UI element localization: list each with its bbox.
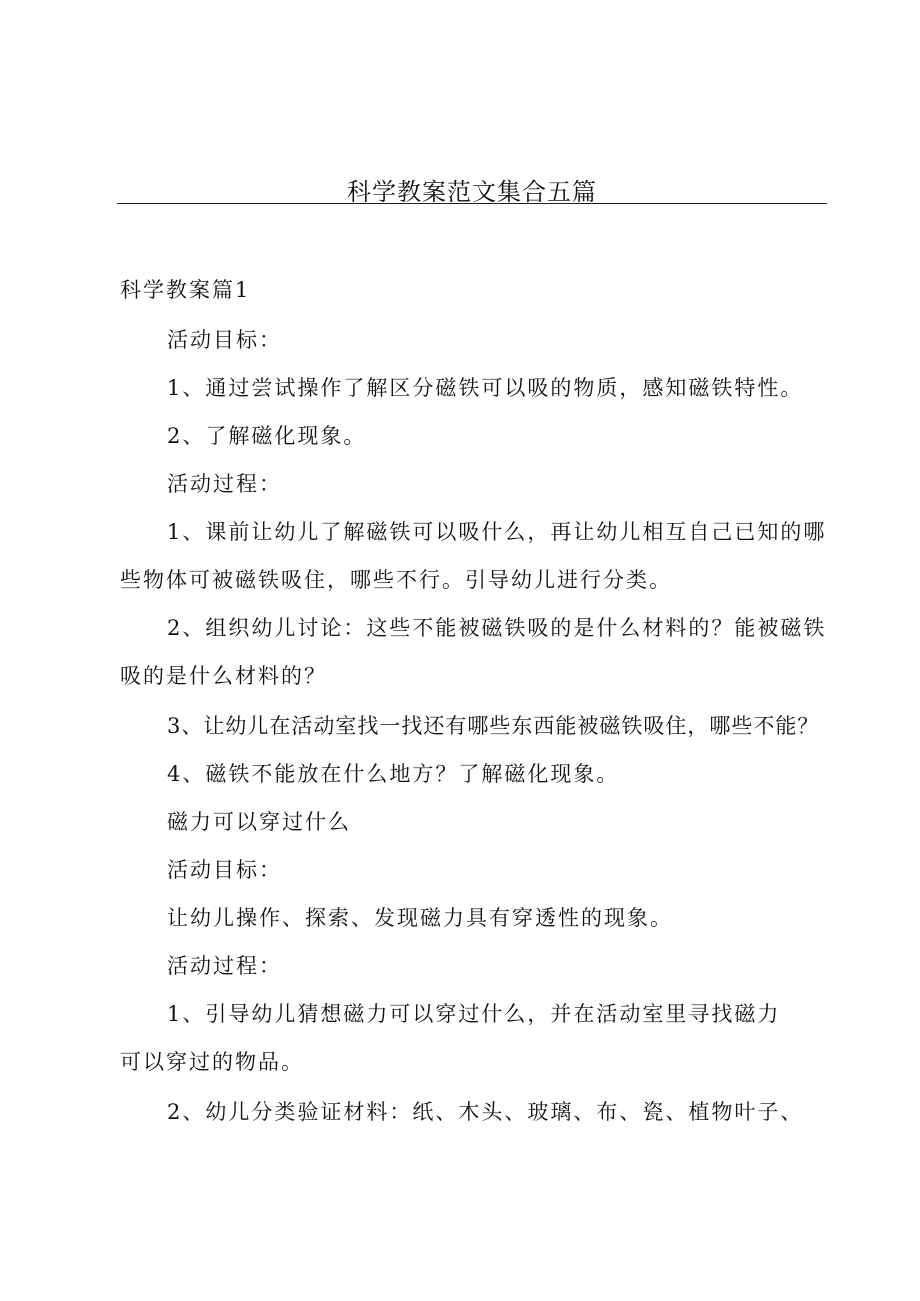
paragraph-line: 让幼儿操作、探索、发现磁力具有穿透性的现象。: [167, 906, 673, 930]
paragraph-line: 1、通过尝试操作了解区分磁铁可以吸的物质，感知磁铁特性。: [167, 376, 804, 400]
section-heading: 科学教案篇1: [120, 278, 251, 302]
paragraph-line: 2、组织幼儿讨论：这些不能被磁铁吸的是什么材料的？能被磁铁: [167, 616, 827, 640]
paragraph-line: 可以穿过的物品。: [120, 1050, 304, 1074]
paragraph-line: 1、引导幼儿猜想磁力可以穿过什么，并在活动室里寻找磁力: [167, 1002, 781, 1026]
paragraph-line: 活动目标：: [167, 858, 282, 882]
paragraph-line: 活动过程：: [167, 472, 282, 496]
paragraph-line: 些物体可被磁铁吸住，哪些不行。引导幼儿进行分类。: [120, 568, 672, 592]
paragraph-line: 2、了解磁化现象。: [167, 424, 367, 448]
paragraph-line: 4、磁铁不能放在什么地方？了解磁化现象。: [167, 762, 620, 786]
paragraph-line: 磁力可以穿过什么: [167, 810, 351, 834]
document-title: 科学教案范文集合五篇: [347, 178, 597, 206]
paragraph-line: 活动目标：: [167, 328, 282, 352]
title-underline: [117, 203, 827, 204]
paragraph-line: 1、课前让幼儿了解磁铁可以吸什么，再让幼儿相互自己已知的哪: [167, 520, 827, 544]
paragraph-line: 吸的是什么材料的？: [120, 664, 327, 688]
paragraph-line: 活动过程：: [167, 954, 282, 978]
paragraph-line: 3、让幼儿在活动室找一找还有哪些东西能被磁铁吸住，哪些不能？: [167, 714, 820, 738]
paragraph-line: 2、幼儿分类验证材料：纸、木头、玻璃、布、瓷、植物叶子、: [167, 1100, 804, 1124]
